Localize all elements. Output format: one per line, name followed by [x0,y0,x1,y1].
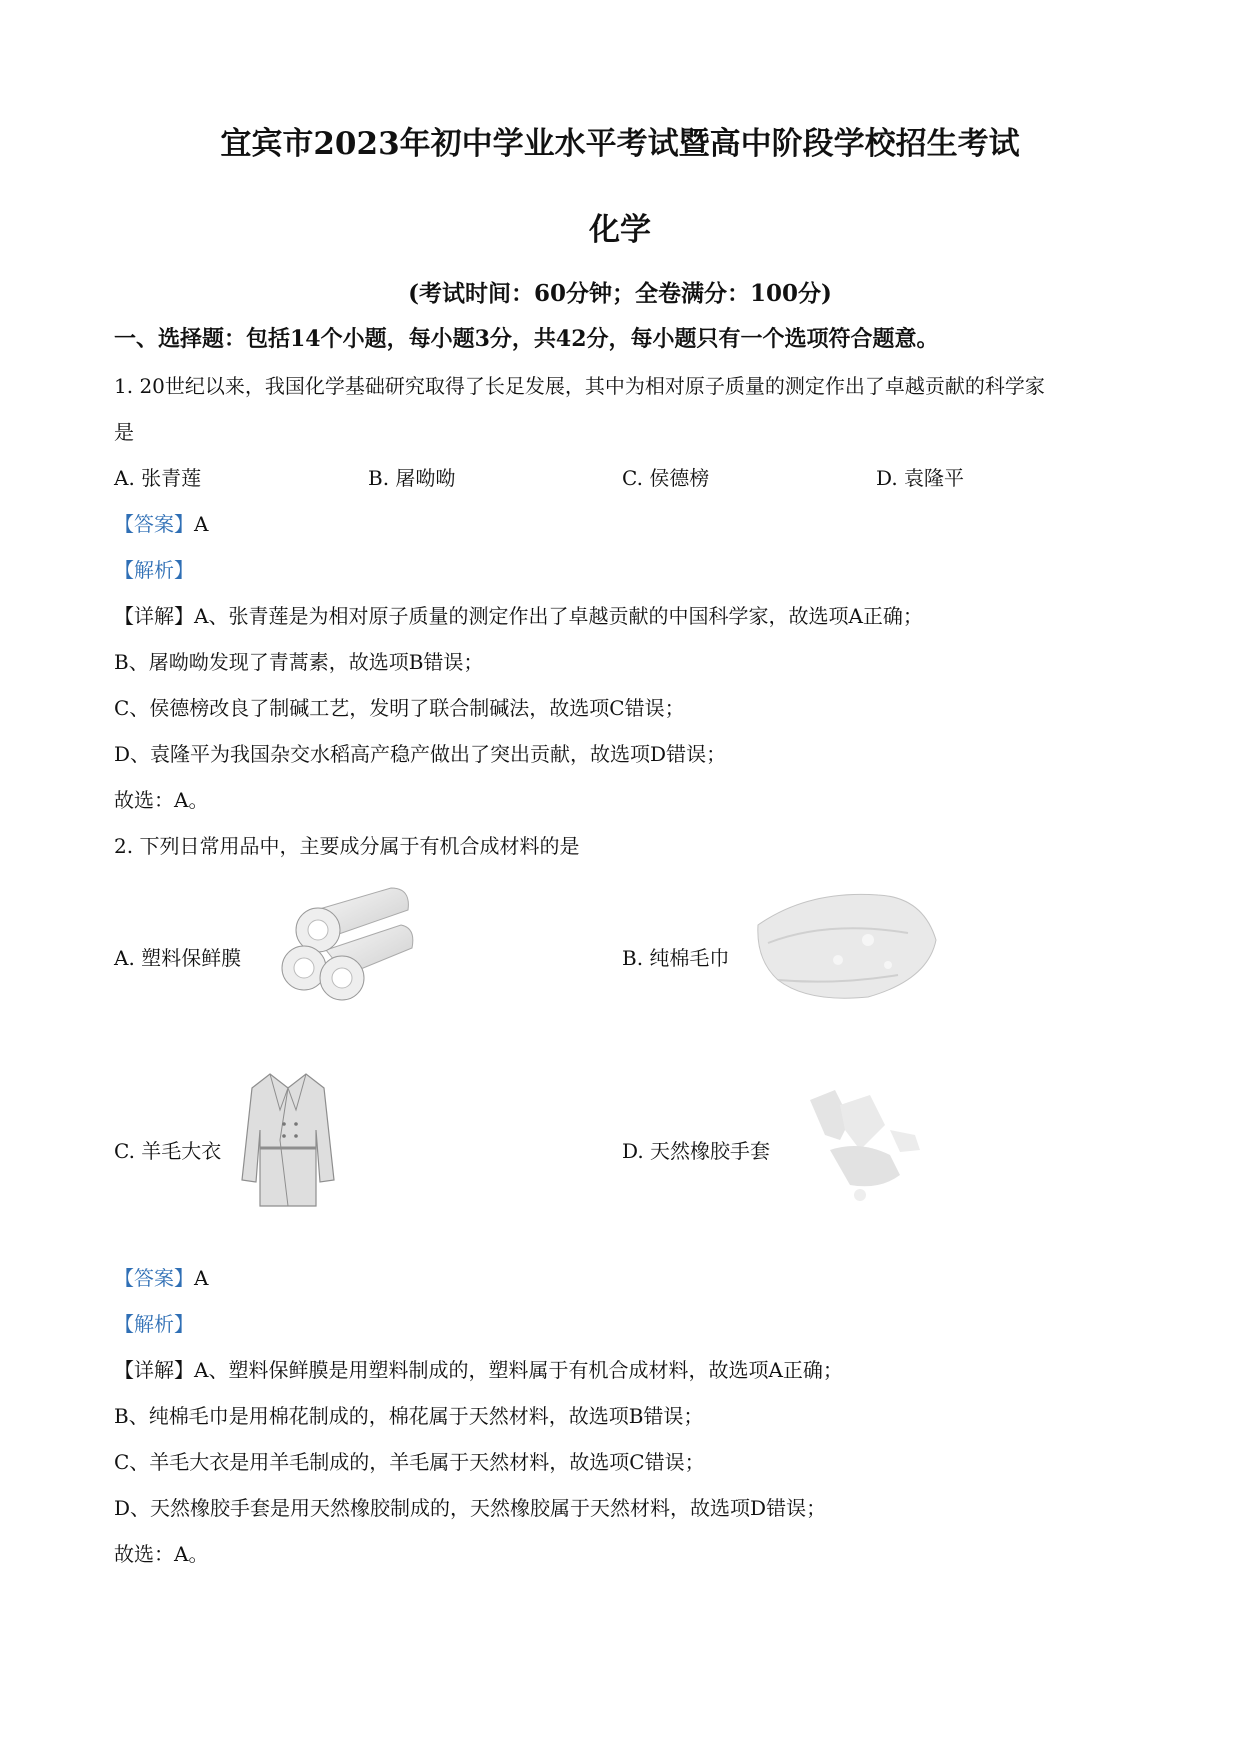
q2-analysis-tag: 【解析】 [114,1312,194,1336]
q2-detail-tag: 【详解】 [114,1358,194,1382]
q1-detail-line3: C、侯德榜改良了制碱工艺，发明了联合制碱法，故选项C错误； [114,696,685,720]
q2-detail-line3: C、羊毛大衣是用羊毛制成的，羊毛属于天然材料，故选项C错误； [114,1450,705,1474]
q2-option-a: A. 塑料保鲜膜 [114,946,242,970]
q1-option-a: A. 张青莲 [114,466,202,490]
q2-conclusion: 故选：A。 [114,1542,209,1566]
plastic-wrap-image [276,880,416,1005]
q2-option-c: C. 羊毛大衣 [114,1139,222,1163]
q2-detail-text1: A、塑料保鲜膜是用塑料制成的，塑料属于有机合成材料，故选项A正确； [194,1358,843,1382]
q1-answer [114,508,208,537]
q1-detail-line1 [114,600,923,629]
coat-image [240,1070,336,1210]
q1-analysis-tag: 【解析】 [114,558,194,582]
q1-stem-line1: 1. 20世纪以来，我国化学基础研究取得了长足发展，其中为相对原子质量的测定作出了卓越贡献的科学家 [114,374,1045,398]
q1-detail-text1: A、张青莲是为相对原子质量的测定作出了卓越贡献的中国科学家，故选项A正确； [194,604,923,628]
q2-detail-line2: B、纯棉毛巾是用棉花制成的，棉花属于天然材料，故选项B错误； [114,1404,704,1428]
q2-detail-line1 [114,1354,843,1383]
q1-option-d: D. 袁隆平 [876,466,965,490]
subject-title: 化学 [589,212,651,248]
q1-stem-line2: 是 [114,420,134,444]
q1-answer-tag: 【答案】 [114,512,194,536]
q1-answer-value: A [194,512,209,536]
gloves-image [790,1080,930,1205]
q2-option-d: D. 天然橡胶手套 [622,1139,771,1163]
q2-option-b: B. 纯棉毛巾 [622,946,730,970]
q1-option-c: C. 侯德榜 [622,466,710,490]
q2-stem: 2. 下列日常用品中，主要成分属于有机合成材料的是 [114,834,580,858]
q1-detail-line2: B、屠呦呦发现了青蒿素，故选项B错误； [114,650,484,674]
exam-title: 宜宾市2023年初中学业水平考试暨高中阶段学校招生考试 [220,126,1020,162]
q1-detail-tag: 【详解】 [114,604,194,628]
exam-info: (考试时间：60分钟；全卷满分：100分) [408,280,832,307]
q1-detail-line4: D、袁隆平为我国杂交水稻高产稳产做出了突出贡献，故选项D错误； [114,742,727,766]
q1-option-b: B. 屠呦呦 [368,466,456,490]
section-heading: 一、选择题：包括14个小题，每小题3分，共42分，每小题只有一个选项符合题意。 [114,326,939,352]
q2-answer-value: A [194,1266,209,1290]
q2-detail-line4: D、天然橡胶手套是用天然橡胶制成的，天然橡胶属于天然材料，故选项D错误； [114,1496,827,1520]
q2-answer [114,1262,208,1291]
towel-image [748,885,948,1010]
q1-conclusion: 故选：A。 [114,788,209,812]
q2-answer-tag: 【答案】 [114,1266,194,1290]
